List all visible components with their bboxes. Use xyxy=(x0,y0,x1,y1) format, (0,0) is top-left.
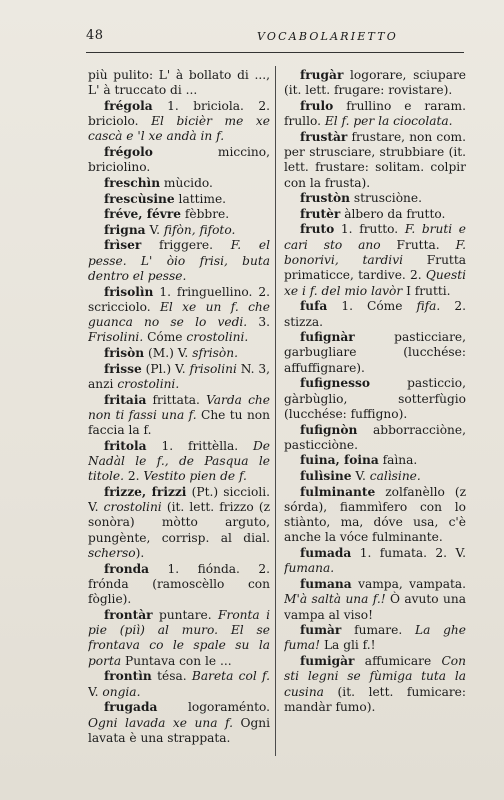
entry-headword: frustòn xyxy=(300,191,351,206)
entry-text: fumare. xyxy=(341,623,415,638)
entry-headword: fulminante xyxy=(300,484,376,499)
dictionary-entry xyxy=(284,469,466,484)
entry-headword: fumada xyxy=(300,546,352,561)
dictionary-entry xyxy=(284,453,466,468)
dictionary-entry xyxy=(88,700,270,746)
entry-headword: fumàr xyxy=(300,623,342,638)
dictionary-entry xyxy=(88,145,270,176)
entry-text: 1. frutto. xyxy=(334,222,405,237)
entry-text: 1. fumata. 2. V. xyxy=(351,546,466,561)
entry-example: crostolini xyxy=(103,500,162,515)
page-header xyxy=(86,26,464,53)
entry-headword: fufa xyxy=(300,299,328,314)
entry-example: De Nadàl le f., de Pasqua le titole. xyxy=(88,438,270,484)
dictionary-entry xyxy=(284,546,466,577)
dictionary-entry xyxy=(284,99,466,130)
dictionary-entry xyxy=(88,608,270,669)
entry-example: El bicièr me xe cascà e 'l xe andà in f. xyxy=(88,114,270,144)
entry-text: (Pl.) V. xyxy=(141,361,190,376)
entry-text: Che tu non faccia la f. xyxy=(88,407,270,438)
entry-text: (it. lett. fumicare: mandàr fumo). xyxy=(284,684,466,714)
dictionary-entry xyxy=(284,376,466,422)
dictionary-entry xyxy=(88,238,270,284)
left-column xyxy=(88,68,270,760)
entry-text: 1. Cóme xyxy=(327,299,417,314)
entry-text: strusciòne. xyxy=(350,191,422,206)
entry-text: 2. stizza. xyxy=(284,299,466,329)
entry-text: vampa, vampata. xyxy=(351,576,466,591)
entry-example: scherso xyxy=(88,546,136,561)
entry-headword: frontàr xyxy=(104,607,153,622)
entry-text: 1. fringuellino. 2. scricciolo. xyxy=(88,284,270,314)
entry-example: fifa. xyxy=(416,299,441,314)
entry-text: Puntava con le ... xyxy=(121,653,232,668)
entry-headword: frontìn xyxy=(104,669,152,684)
entry-example: crostolini. xyxy=(186,330,249,345)
entry-text: puntare. xyxy=(152,607,219,622)
entry-text: più pulito: L' à bollato di ..., L' à truccato di ... xyxy=(88,68,270,98)
right-column xyxy=(284,68,466,760)
entry-example: F. bruti e cari sto ano xyxy=(284,222,466,252)
dictionary-entry xyxy=(284,330,466,376)
entry-headword: frugàr xyxy=(300,68,344,82)
dictionary-entry xyxy=(88,99,270,145)
dictionary-entry xyxy=(284,623,466,654)
entry-text: faìna. xyxy=(378,453,418,468)
entry-example: M'à saltà una f.! xyxy=(284,592,386,607)
entry-headword: frulo xyxy=(300,98,334,113)
entry-text: V. xyxy=(88,684,103,699)
entry-text: miccino, briciolino. xyxy=(88,145,270,175)
entry-example: El f. per la ciocolata. xyxy=(324,114,453,129)
entry-text: 1. briciola. 2. briciolo. xyxy=(88,98,270,129)
entry-text: àlbero da frutto. xyxy=(340,206,446,221)
page-number: 48 xyxy=(86,28,104,43)
dictionary-entry xyxy=(284,423,466,454)
entry-example: crostolini. xyxy=(117,376,180,391)
entry-headword: freschìn xyxy=(104,175,161,190)
entry-headword: frégolo xyxy=(104,145,153,160)
entry-headword: fumigàr xyxy=(300,654,355,669)
entry-headword: fufignòn xyxy=(300,422,358,437)
entry-example: ongia. xyxy=(102,684,141,699)
dictionary-entry xyxy=(284,130,466,191)
entry-headword: frugada xyxy=(104,700,158,715)
entry-headword: frigna xyxy=(104,222,146,237)
dictionary-entry xyxy=(88,68,270,99)
entry-headword: fréve, févre xyxy=(104,207,181,222)
entry-example: Con sti legni se fùmiga tuta la cusina xyxy=(284,654,466,699)
entry-example: Questi xe i f. del mio lavòr xyxy=(284,268,466,298)
entry-text: Frutta primaticce, tardive. 2. xyxy=(284,253,466,283)
entry-example: fifòn, fifoto. xyxy=(163,222,236,237)
entry-example: Bareta col f. xyxy=(191,669,270,684)
entry-headword: fufignàr xyxy=(300,330,355,345)
entry-headword: frizze, frizzi xyxy=(104,484,187,499)
dictionary-entry xyxy=(284,207,466,222)
entry-headword: frutèr xyxy=(300,206,341,221)
entry-text: V. xyxy=(351,468,370,483)
entry-text: fèbbre. xyxy=(181,207,230,222)
entry-text: friggere. xyxy=(141,238,231,253)
dictionary-entry xyxy=(284,222,466,298)
entry-example: sfrisòn. xyxy=(192,346,238,361)
entry-headword: frégola xyxy=(104,98,153,113)
entry-text: I frutti. xyxy=(402,283,451,298)
entry-text: pasticciare, garbugliare (lucchése: affuffignare). xyxy=(284,330,466,375)
dictionary-entry xyxy=(88,485,270,561)
dictionary-entry xyxy=(88,176,270,191)
dictionary-entry xyxy=(284,485,466,546)
dictionary-entry xyxy=(284,191,466,206)
entry-headword: frìser xyxy=(104,238,142,253)
entry-example: Frisolini. xyxy=(88,330,144,345)
entry-text: 1. frittèlla. xyxy=(146,438,254,453)
dictionary-entry xyxy=(88,562,270,608)
entry-text: (it. lett. frizzo (z sonòra) mòtto arguto, pungènte, corrisp. al dial. xyxy=(88,500,270,545)
entry-example: calìsine. xyxy=(369,468,421,483)
entry-example: F. el pesse. L' òio frisi, buta dentro el pesse. xyxy=(88,238,270,283)
entry-text: logoraménto. xyxy=(157,700,270,715)
entry-headword: fritaia xyxy=(104,392,147,407)
entry-text: V. xyxy=(145,222,164,237)
entry-example: Ogni lavada xe una f. xyxy=(88,715,233,730)
entry-text: frullino e raram. frullo. xyxy=(284,98,466,129)
entry-headword: frisolìn xyxy=(104,284,154,299)
dictionary-entry xyxy=(88,285,270,346)
entry-text: abborracciòne, pasticciòne. xyxy=(284,422,466,452)
dictionary-entry xyxy=(284,577,466,623)
entry-example: Fronta i pie (piì) al muro. El se frontava co le spale su la porta xyxy=(88,607,270,668)
entry-text: Ò avuto una vampa al viso! xyxy=(284,592,466,622)
dictionary-entry xyxy=(88,393,270,439)
dictionary-entry xyxy=(88,439,270,485)
entry-text: lattime. xyxy=(174,191,227,206)
dictionary-entry xyxy=(284,68,466,99)
entry-example: Varda che non ti fassi una f. xyxy=(88,392,270,422)
entry-text: frittata. xyxy=(146,392,207,407)
entry-text: La gli f.! xyxy=(320,638,376,653)
entry-text: (Pt.) siccioli. V. xyxy=(88,484,270,515)
entry-text: Cóme xyxy=(143,330,187,345)
entry-headword: frescùsine xyxy=(104,191,175,206)
entry-example: F. bonorivi, tardivi xyxy=(284,237,466,268)
entry-text: 2. xyxy=(124,469,144,484)
entry-headword: fritola xyxy=(104,438,147,453)
entry-headword: fufignesso xyxy=(300,376,370,391)
dictionary-entry xyxy=(88,346,270,361)
entry-text: pasticcio, gàrbùglio, sotterfùgio (lucchése: fuffigno). xyxy=(284,376,466,421)
dictionary-entry xyxy=(88,207,270,222)
entry-text: zolfanèllo (z sórda), fiammìfero con lo stiànto, ma, dóve usa, c'è anche la vóce fulminante. xyxy=(284,484,466,545)
running-head: VOCABOLARIETTO xyxy=(256,30,398,43)
entry-text: Frutta. xyxy=(380,237,456,252)
entry-headword: frisse xyxy=(104,361,142,376)
entry-text: Ogni lavata è una strappata. xyxy=(88,715,270,745)
dictionary-entry xyxy=(284,299,466,330)
entry-headword: fuina, foina xyxy=(300,453,379,468)
entry-text: N. 3, anzi xyxy=(88,361,270,391)
entry-text: logorare, sciupare (it. lett. frugare: rovistare). xyxy=(284,68,466,98)
dictionary-entry xyxy=(88,223,270,238)
entry-headword: fruto xyxy=(300,222,335,237)
entry-text: ). xyxy=(135,546,145,561)
entry-text: frustare, non com. per strusciare, strubbiare (it. lett. frustare: solitam. colpir con la frusta). xyxy=(284,129,466,190)
dictionary-entry xyxy=(88,192,270,207)
entry-headword: fulìsine xyxy=(300,468,352,483)
column-divider xyxy=(275,66,276,756)
dictionary-entry xyxy=(88,669,270,700)
entry-headword: frustàr xyxy=(300,129,348,144)
entry-text: affumicare xyxy=(354,654,442,669)
entry-example: fumana. xyxy=(284,561,335,576)
dictionary-entry xyxy=(88,362,270,393)
entry-text: 3. xyxy=(247,315,270,330)
entry-text: tésa. xyxy=(151,669,192,684)
entry-text: mùcido. xyxy=(160,175,213,190)
entry-example: Vestito pien de f. xyxy=(143,469,247,484)
entry-headword: fronda xyxy=(104,561,150,576)
entry-text: 1. fiónda. 2. frónda (ramoscèllo con fòglie). xyxy=(88,561,270,607)
entry-example: El xe un f. che guanca no se lo vedi. xyxy=(88,299,270,330)
entry-text: (M.) V. xyxy=(144,346,193,361)
entry-example: La ghe fuma! xyxy=(284,623,466,653)
entry-headword: fumana xyxy=(300,576,352,591)
entry-headword: frisòn xyxy=(104,346,145,361)
entry-example: frisolini xyxy=(189,361,237,376)
dictionary-entry xyxy=(284,654,466,715)
